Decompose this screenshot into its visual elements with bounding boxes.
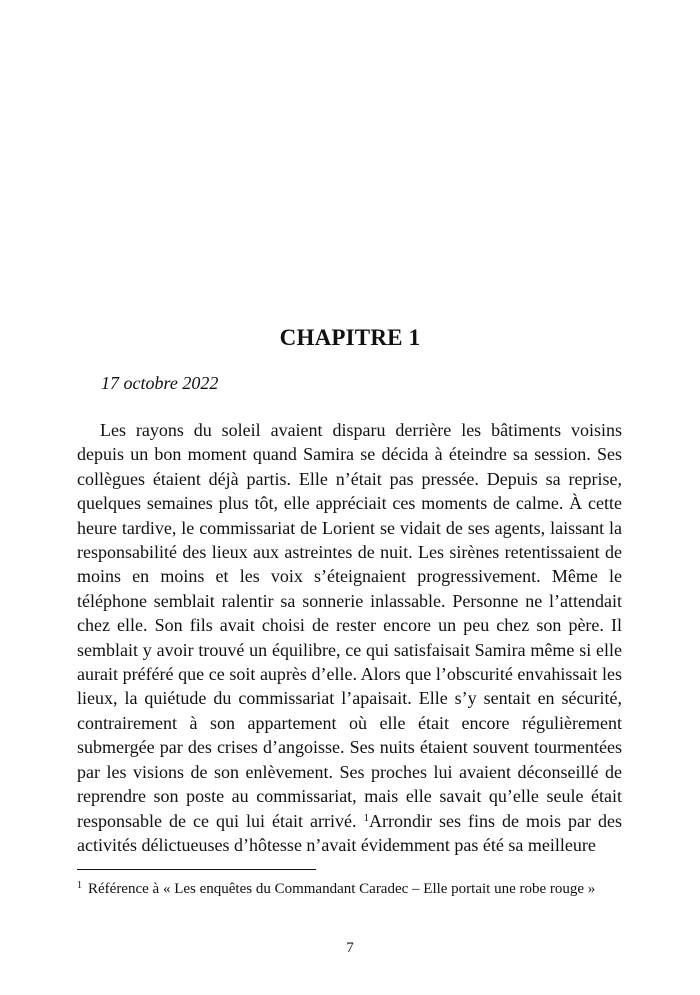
footnote-separator xyxy=(77,869,316,870)
page-number: 7 xyxy=(346,940,354,956)
footnote-mark: 1 xyxy=(77,880,82,891)
footnote-text: Référence à « Les enquêtes du Commandant Caradec – Elle portait une robe rouge » xyxy=(88,881,596,897)
footnote xyxy=(77,879,622,899)
footnote-reference[interactable]: 1 xyxy=(363,811,369,824)
body-text-part-1: Les rayons du soleil avaient disparu derrière les bâtiments voisins depuis un bon moment quand Samira se décida à éteindre sa session. Ses collègues étaient déjà partis. Elle n’était pas pressée. Depuis sa reprise, quelques semaines plus tôt, elle appréciait ces moments de calme. À cette heure tardive, le commissariat de Lorient se vidait de ses agents, laissant la responsabilité des lieux aux astreintes de nuit. Les sirènes retentissaient de moins en moins et les voix s’éteignaient progressivement. Même le téléphone semblait ralentir sa sonnerie inlassable. Personne ne l’attendait chez elle. Son fils avait choisi de rester encore un peu chez son père. Il semblait y avoir trouvé un équilibre, ce qui satisfaisait Samira même si elle aurait préféré que ce soit auprès d’elle. Alors que l’obscurité envahissait les lieux, la quiétude du commissariat l’apaisait. Elle s’y sentait en sécurité, contrairement à son appartement où elle était encore régulièrement submergée par des crises d’angoisse. Ses nuits étaient souvent tourmentées par les visions de son enlèvement. Ses proches lui avaient déconseillé de reprendre son poste au commissariat, mais elle savait qu’elle seule était responsable de ce qui lui était arrivé. xyxy=(77,420,622,831)
chapter-date: 17 octobre 2022 xyxy=(101,373,219,393)
body-paragraph xyxy=(77,418,622,857)
body-text-part-2: Arrondir ses fins de mois par des activités délictueuses d’hôtesse n’avait évidemment pas été sa meilleure xyxy=(77,810,622,855)
chapter-title: CHAPITRE 1 xyxy=(279,325,421,350)
